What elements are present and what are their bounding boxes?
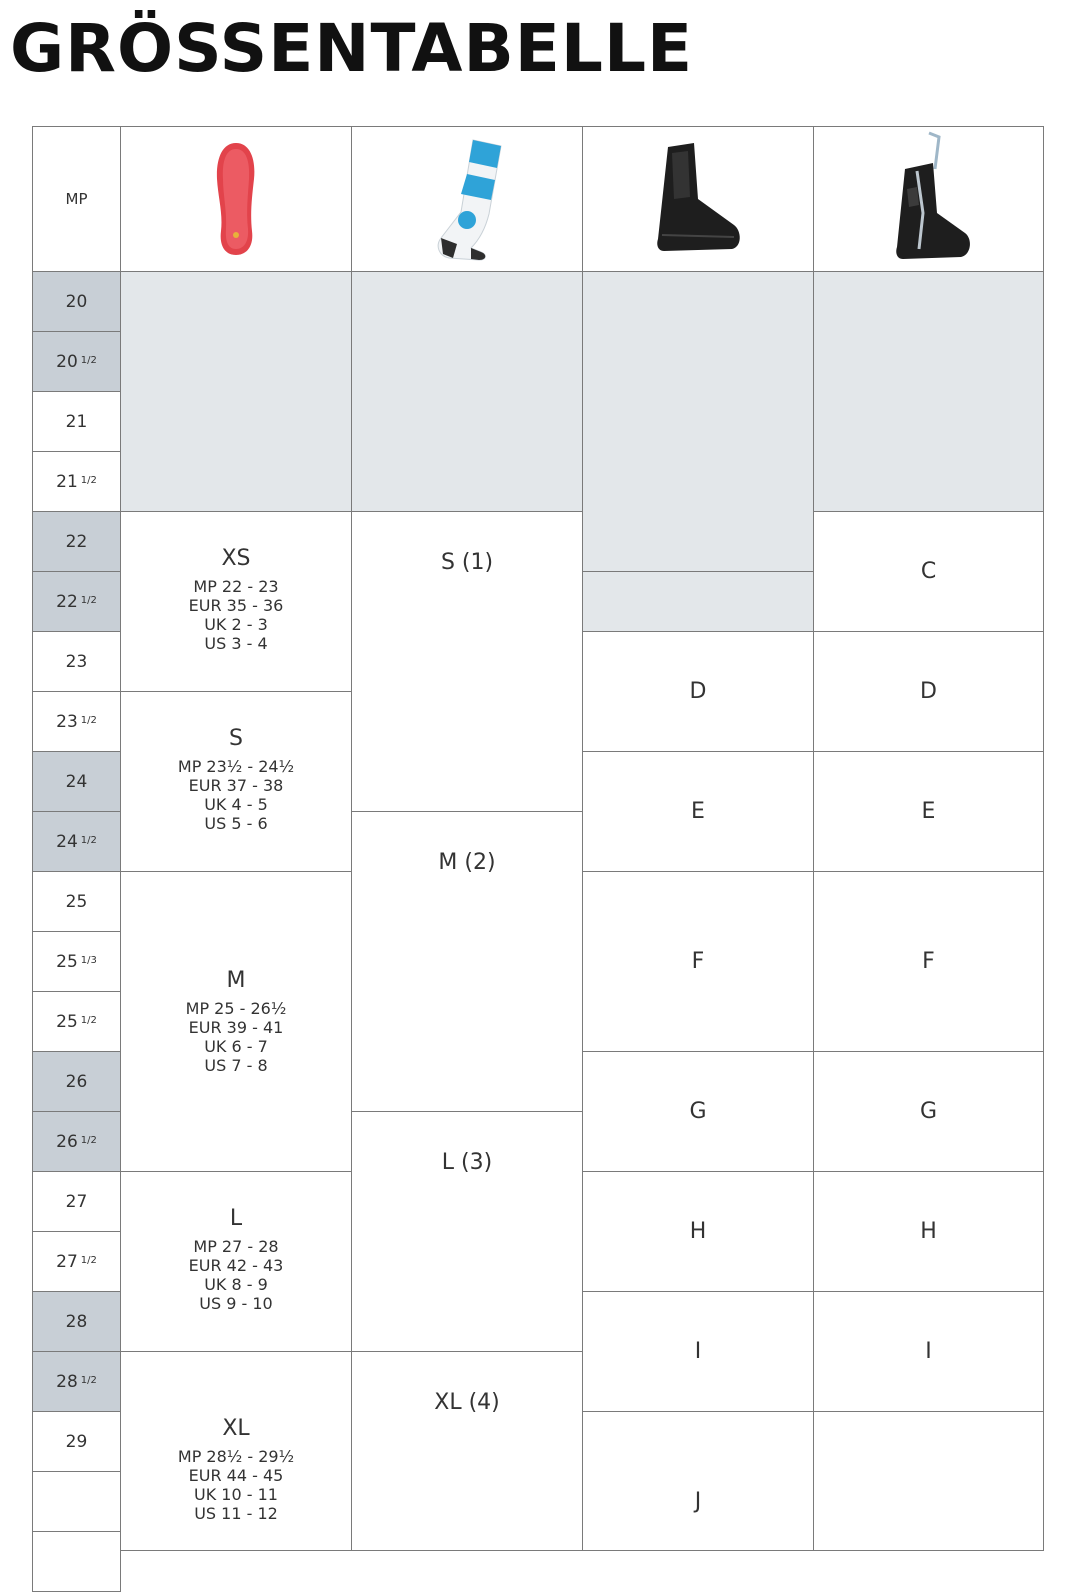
mp-fraction: 1/3 (80, 954, 97, 966)
insole-mp: MP 23½ - 24½ (177, 757, 295, 776)
mp-fraction: 1/2 (80, 1014, 97, 1026)
mp-row (32, 1411, 121, 1472)
insole-uk: UK 10 - 11 (194, 1485, 278, 1504)
mp-fraction: 1/2 (80, 594, 97, 606)
mp-row (32, 871, 121, 932)
mp-main: 25 (65, 891, 88, 912)
mp-value (66, 1192, 88, 1212)
mp-row (32, 991, 121, 1052)
sock-size: XL (4) (434, 1390, 500, 1415)
mp-value (56, 712, 97, 732)
insole-eur: EUR 35 - 36 (188, 596, 284, 615)
mp-row (32, 691, 121, 752)
mp-row (32, 1291, 121, 1352)
liner-d (582, 631, 814, 752)
liner-i (582, 1291, 814, 1412)
insole-us: US 7 - 8 (204, 1056, 268, 1075)
heated-liner-size: G (919, 1099, 938, 1124)
mp-main: 24 (56, 831, 78, 852)
mp-row (32, 1111, 121, 1172)
insole-size: XS (221, 546, 251, 571)
mp-main: 22 (56, 591, 78, 612)
sock-size: M (2) (438, 850, 496, 875)
insole-us: US 5 - 6 (204, 814, 268, 833)
mp-main: 27 (65, 1191, 88, 1212)
heated-liner-icon (879, 129, 979, 269)
mp-row (32, 811, 121, 872)
sock-l (351, 1111, 583, 1352)
insole-size: L (229, 1206, 243, 1231)
heated-liner-d (813, 631, 1044, 752)
ski-sock-icon (427, 134, 507, 264)
liner-g (582, 1051, 814, 1172)
heated-liner-size: D (920, 679, 937, 704)
heated-liner-size: H (920, 1219, 937, 1244)
mp-value (66, 1072, 88, 1092)
liner-j (582, 1411, 814, 1551)
mp-row (32, 631, 121, 692)
insole-eur: EUR 37 - 38 (188, 776, 284, 795)
mp-main: 23 (56, 711, 78, 732)
mp-row (32, 571, 121, 632)
mp-main: 29 (65, 1431, 88, 1452)
liner-size: H (689, 1219, 707, 1244)
mp-main: 27 (56, 1251, 78, 1272)
heated-liner-size: C (920, 559, 937, 584)
mp-row (32, 1171, 121, 1232)
page-title: GRÖSSENTABELLE (10, 10, 694, 87)
insole-size: M (226, 968, 246, 993)
mp-main: 21 (56, 471, 78, 492)
heated-liner-c (813, 511, 1044, 632)
mp-value (66, 652, 88, 672)
heated-liner-e (813, 751, 1044, 872)
mp-value (66, 1432, 88, 1452)
liner-empty (582, 271, 814, 572)
insole-us: US 3 - 4 (204, 634, 268, 653)
liner-size: F (691, 949, 705, 974)
sock-size: L (3) (441, 1150, 493, 1175)
mp-value (66, 1312, 88, 1332)
insole-uk: UK 8 - 9 (204, 1275, 268, 1294)
header-insole (120, 126, 352, 272)
boot-liner-icon (648, 139, 748, 259)
mp-main: 20 (65, 291, 88, 312)
heated-liner-size: I (925, 1339, 932, 1364)
insole-us: US 9 - 10 (199, 1294, 273, 1313)
mp-row (32, 391, 121, 452)
sock-empty (351, 271, 583, 512)
insole-mp: MP 25 - 26½ (185, 999, 287, 1018)
mp-value (56, 1252, 97, 1272)
header-heated-liner (813, 126, 1044, 272)
mp-main: 20 (56, 351, 78, 372)
insole-s (120, 691, 352, 872)
mp-row (32, 1231, 121, 1292)
heated-liner-i (813, 1291, 1044, 1412)
insole-mp: MP 22 - 23 (193, 577, 279, 596)
mp-value (56, 832, 97, 852)
mp-main: 28 (56, 1371, 78, 1392)
heated-liner-size: E (921, 799, 936, 824)
mp-row (32, 451, 121, 512)
mp-value (56, 1372, 97, 1392)
mp-main: 26 (65, 1071, 88, 1092)
mp-main: 21 (65, 411, 88, 432)
insole-xs (120, 511, 352, 692)
mp-row (32, 751, 121, 812)
heated-liner-f (813, 871, 1044, 1052)
liner-e (582, 751, 814, 872)
insole-us: US 11 - 12 (194, 1504, 278, 1523)
mp-value (66, 772, 88, 792)
heated-liner-h (813, 1171, 1044, 1292)
mp-value (56, 952, 97, 972)
mp-value (56, 472, 97, 492)
insole-uk: UK 6 - 7 (204, 1037, 268, 1056)
header-liner (582, 126, 814, 272)
mp-row (32, 1531, 121, 1592)
mp-row (32, 511, 121, 572)
header-sock (351, 126, 583, 272)
insole-mp: MP 27 - 28 (193, 1237, 279, 1256)
header-mp-label: MP (65, 190, 88, 208)
insole-icon (206, 139, 266, 259)
insole-m (120, 871, 352, 1172)
mp-value (66, 292, 88, 312)
mp-value (56, 352, 97, 372)
mp-fraction: 1/2 (80, 714, 97, 726)
mp-fraction: 1/2 (80, 1374, 97, 1386)
mp-value (66, 892, 88, 912)
mp-value (66, 532, 88, 552)
liner-size: D (689, 679, 707, 704)
insole-empty (120, 271, 352, 512)
mp-row (32, 931, 121, 992)
mp-value (66, 412, 88, 432)
sock-size: S (1) (440, 550, 494, 575)
insole-size: S (229, 726, 243, 751)
size-table (32, 126, 1044, 1551)
liner-size: I (694, 1339, 702, 1364)
mp-main: 24 (65, 771, 88, 792)
sock-xl (351, 1351, 583, 1551)
liner-empty (582, 571, 814, 632)
liner-size: E (691, 799, 705, 824)
mp-main: 22 (65, 531, 88, 552)
mp-row (32, 1471, 121, 1532)
mp-row (32, 331, 121, 392)
sock-s (351, 511, 583, 812)
insole-eur: EUR 42 - 43 (188, 1256, 284, 1275)
liner-size: G (689, 1099, 707, 1124)
mp-row (32, 271, 121, 332)
mp-fraction: 1/2 (80, 1254, 97, 1266)
mp-value (56, 1012, 97, 1032)
insole-l (120, 1171, 352, 1352)
heated-liner-empty (813, 271, 1044, 512)
insole-mp: MP 28½ - 29½ (177, 1447, 295, 1466)
heated-liner-empty (813, 1411, 1044, 1551)
mp-main: 28 (65, 1311, 88, 1332)
insole-uk: UK 2 - 3 (204, 615, 268, 634)
mp-row (32, 1351, 121, 1412)
mp-fraction: 1/2 (80, 834, 97, 846)
mp-main: 25 (56, 1011, 78, 1032)
insole-uk: UK 4 - 5 (204, 795, 268, 814)
heated-liner-size: F (922, 949, 935, 974)
insole-size: XL (222, 1416, 250, 1441)
header-mp (32, 126, 121, 272)
mp-value (56, 592, 97, 612)
mp-row (32, 1051, 121, 1112)
liner-f (582, 871, 814, 1052)
mp-fraction: 1/2 (80, 474, 97, 486)
mp-main: 26 (56, 1131, 78, 1152)
mp-main: 25 (56, 951, 78, 972)
sock-m (351, 811, 583, 1112)
mp-fraction: 1/2 (80, 1134, 97, 1146)
liner-h (582, 1171, 814, 1292)
mp-fraction: 1/2 (80, 354, 97, 366)
mp-main: 23 (65, 651, 88, 672)
insole-eur: EUR 39 - 41 (188, 1018, 284, 1037)
insole-eur: EUR 44 - 45 (188, 1466, 284, 1485)
liner-size: J (694, 1488, 702, 1514)
mp-value (56, 1132, 97, 1152)
heated-liner-g (813, 1051, 1044, 1172)
insole-xl (120, 1351, 352, 1551)
